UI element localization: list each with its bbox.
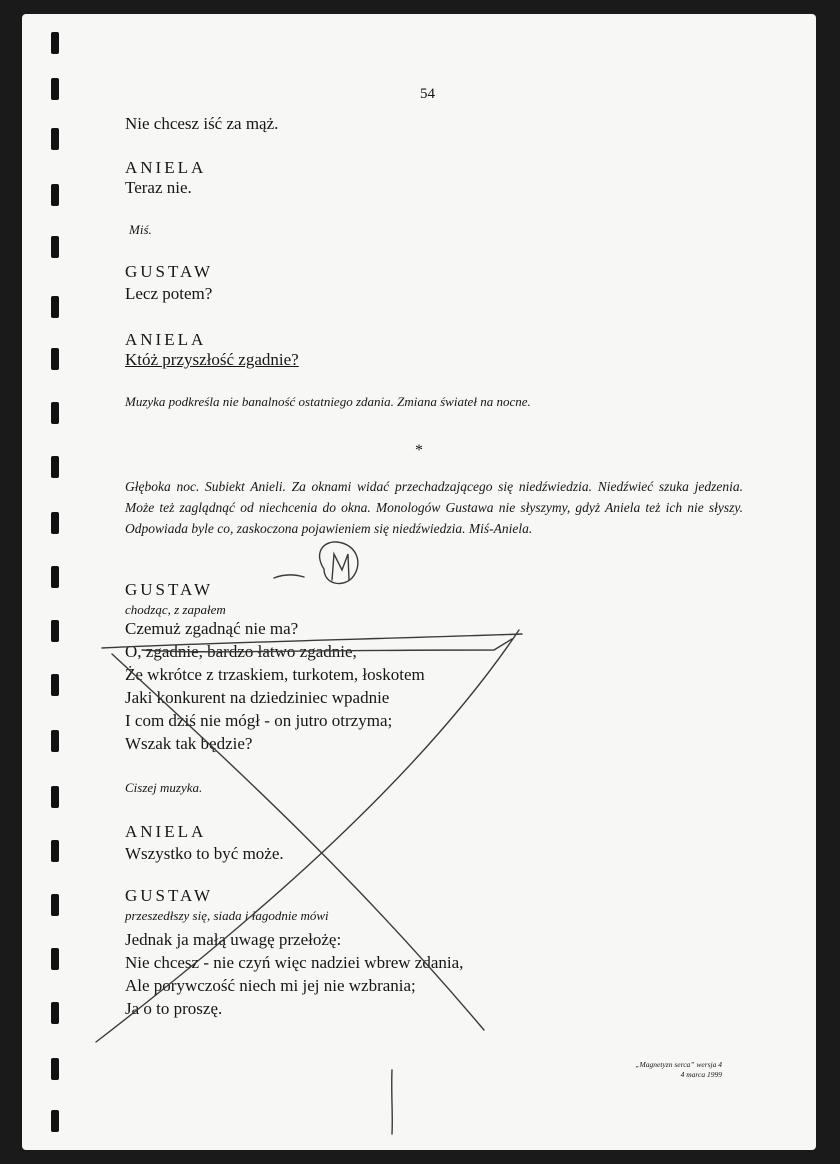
- stage-direction-paragraph: Głęboka noc. Subiekt Anieli. Za oknami widać przechadzającego się niedźwiedzia. Niedźwieć szuka jedzenia. Może też zaglądnąć od niechcenia do okna. Monologów Gustawa nie słyszymy, gdyż Aniela też ich nie słyszy. Odpowiada byle co, zaskoczona pojawieniem się niedźwiedzia. Miś-Aniela.: [125, 479, 743, 536]
- dialogue-line: Któż przyszłość zgadnie?: [125, 350, 299, 369]
- speaker-name: GUSTAW: [125, 886, 213, 905]
- speaker-name: GUSTAW: [125, 580, 213, 599]
- scene-separator: *: [415, 442, 423, 459]
- dialogue-line: Ja o to proszę.: [125, 999, 223, 1018]
- dialogue-line: O, zgadnie, bardzo łatwo zgadnie,: [125, 642, 357, 661]
- document-footer: [635, 1060, 722, 1080]
- dialogue-line: Wszak tak będzie?: [125, 734, 253, 753]
- stage-direction: Muzyka podkreśla nie banalność ostatniego zdania. Zmiana świateł na nocne.: [125, 394, 531, 409]
- stage-direction: Ciszej muzyka.: [125, 780, 203, 795]
- dialogue-line: I com dziś nie mógł - on jutro otrzyma;: [125, 711, 393, 730]
- dialogue-line: Nie chcesz iść za mąż.: [125, 114, 279, 133]
- dialogue-line: Jednak ja małą uwagę przełożę:: [125, 930, 342, 949]
- pen-cross-stroke: [96, 630, 519, 1042]
- stage-direction: przeszedłszy się, siada i łagodnie mówi: [125, 908, 329, 923]
- footer-title: „Magnetyzn serca” wersja 4: [635, 1060, 722, 1069]
- dialogue-line: Teraz nie.: [125, 178, 192, 197]
- dialogue-line: Ale porywczość niech mi jej nie wzbrania;: [125, 976, 416, 995]
- dialogue-line: Lecz potem?: [125, 284, 213, 303]
- pen-arrow-stroke: [274, 575, 304, 578]
- dialogue-line: Że wkrótce z trzaskiem, turkotem, łoskotem: [125, 665, 425, 684]
- stage-direction: Miś.: [129, 222, 152, 237]
- pen-bracket-top: [102, 634, 522, 648]
- speaker-name: ANIELA: [125, 330, 207, 349]
- pen-vertical-mark: [392, 1070, 393, 1134]
- pen-cross-stroke: [112, 654, 484, 1030]
- speaker-name: ANIELA: [125, 158, 207, 177]
- footer-date: 4 marca 1999: [680, 1070, 722, 1079]
- dialogue-line: Czemuż zgadnąć nie ma?: [125, 619, 299, 638]
- document-page: [22, 14, 816, 1150]
- page-number: 54: [420, 86, 435, 102]
- handwritten-annotations: [22, 14, 816, 1150]
- pen-bracket-bottom: [142, 639, 512, 652]
- dialogue-line: Wszystko to być może.: [125, 844, 284, 863]
- speaker-name: ANIELA: [125, 822, 207, 841]
- dialogue-line: Nie chcesz - nie czyń więc nadziei wbrew zdania,: [125, 953, 464, 972]
- speaker-name: GUSTAW: [125, 262, 213, 281]
- stage-direction: chodząc, z zapałem: [125, 602, 226, 617]
- pen-letter-m: [332, 554, 349, 580]
- dialogue-line: Jaki konkurent na dziedziniec wpadnie: [125, 688, 390, 707]
